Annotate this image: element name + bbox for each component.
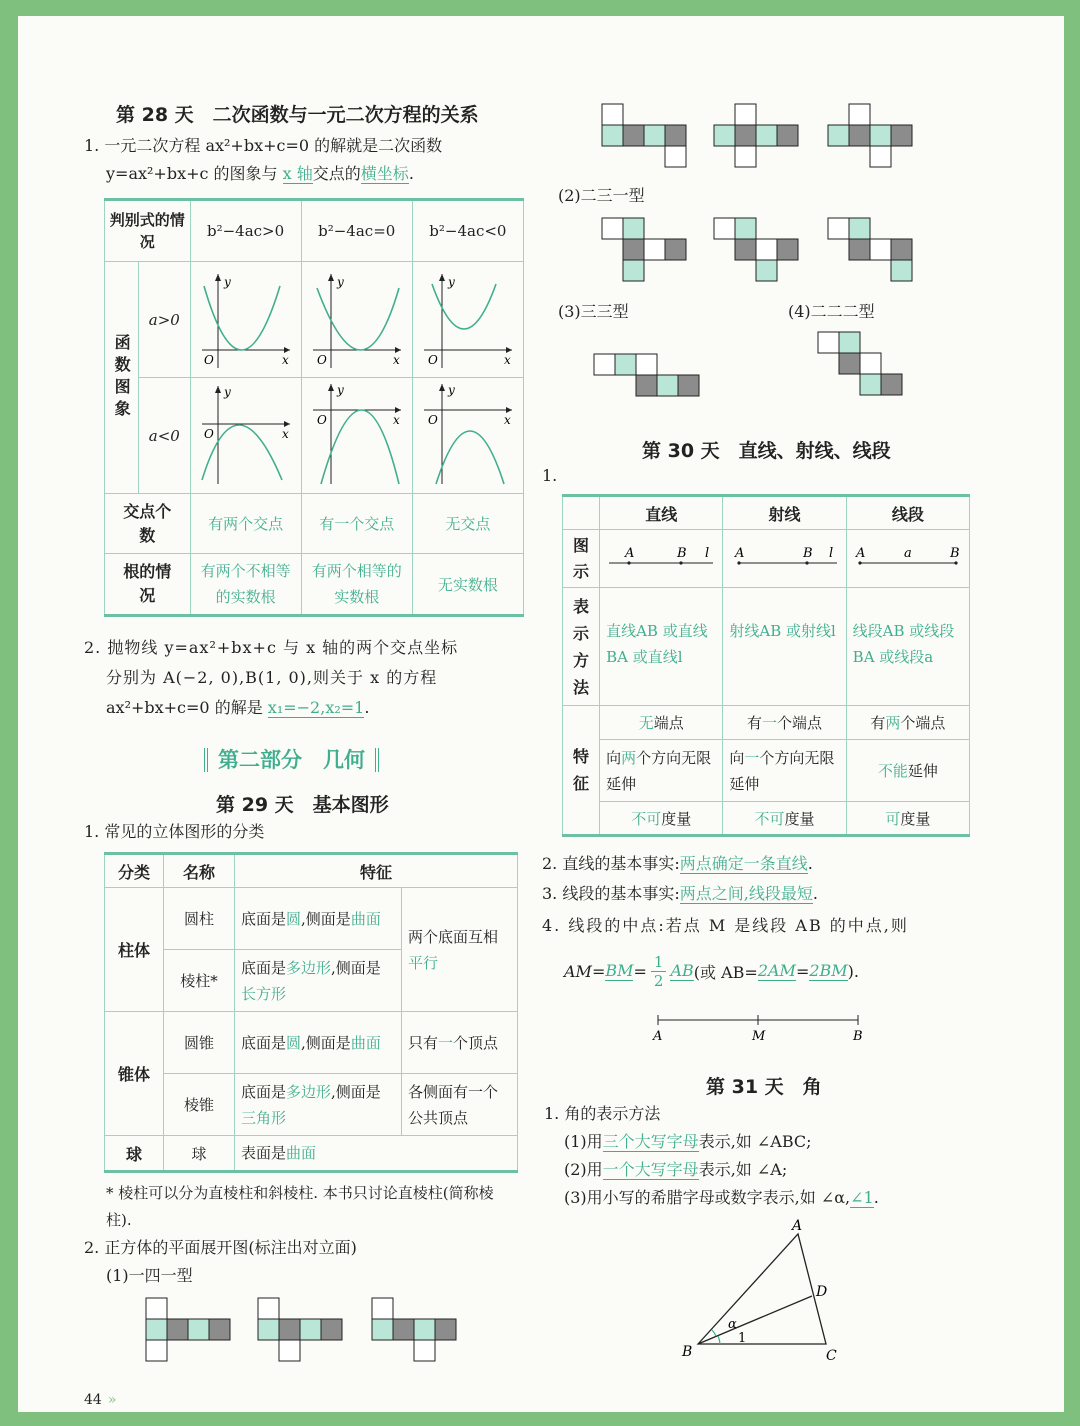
svg-text:y: y [223, 274, 231, 289]
notation-segment: 线段AB 或线段BA 或线段a [846, 588, 969, 706]
svg-text:C: C [826, 1348, 837, 1364]
name-sphere: 球 [164, 1136, 235, 1172]
net-231-a [602, 218, 686, 281]
endpoints-line: 无端点 [600, 706, 723, 740]
day31-title: 第 31 天 角 [706, 1076, 822, 1098]
net-141-d [602, 104, 686, 167]
name-pyramid: 棱锥 [164, 1074, 235, 1136]
feature-prism: 底面是多边形,侧面是长方形 [235, 950, 402, 1012]
day31-m3: (3)用小写的希腊字母或数字表示,如 ∠α,∠1. [564, 1188, 879, 1207]
svg-text:A: A [792, 1218, 803, 1234]
svg-text:y: y [336, 382, 344, 397]
svg-text:A: A [625, 545, 635, 561]
svg-text:x: x [281, 426, 289, 441]
net-141-f [828, 104, 912, 167]
svg-text:x: x [503, 412, 511, 427]
svg-text:x: x [281, 352, 289, 367]
svg-text:y: y [447, 274, 455, 289]
parabola-down-two-roots [196, 380, 296, 488]
ray-figure [729, 537, 841, 577]
row-figure-label: 图示 [563, 530, 600, 588]
feature-cone: 底面是圆,侧面是曲面 [235, 1012, 402, 1074]
parabola-down-no-root [418, 380, 518, 488]
svg-text:B: B [682, 1344, 693, 1360]
extend-line: 向两个方向无限延伸 [600, 740, 723, 802]
parabola-up-one-root [307, 264, 407, 372]
fraction-one-half: $\frac{1}{2}$ [651, 953, 667, 990]
page-number: 44 » [84, 1392, 117, 1408]
day31-m1: (1)用三个大写字母表示,如 ∠ABC; [564, 1132, 812, 1151]
svg-text:l: l [828, 545, 833, 561]
row-points-label: 交点个数 [105, 494, 191, 554]
cube-nets-141 [142, 1296, 462, 1362]
straight-line-figure [605, 537, 717, 577]
svg-text:x: x [392, 412, 400, 427]
svg-text:y: y [223, 384, 231, 399]
class-prism: 柱体 [105, 888, 164, 1012]
graph-pos-eq [301, 262, 412, 378]
graph-neg-gt [190, 378, 301, 494]
part2-heading: 第二部分 几何 [204, 744, 379, 774]
th-class: 分类 [105, 854, 164, 888]
line-ray-segment-table [562, 494, 970, 837]
cube-net-222 [814, 330, 904, 402]
svg-text:M: M [752, 1029, 766, 1044]
prism-common-feature: 两个底面互相平行 [402, 888, 518, 1012]
chevron-right-icon: » [107, 1392, 117, 1408]
type1-label: (1)一四一型 [106, 1266, 193, 1285]
day29-p1: 1. 常见的立体图形的分类 [84, 822, 265, 841]
feature-cylinder: 底面是圆,侧面是曲面 [235, 888, 402, 950]
day30-p3: 3. 线段的基本事实:两点之间,线段最短. [542, 884, 818, 903]
graph-neg-eq [301, 378, 412, 494]
day28-p2-line2: 分别为 A(−2, 0),B(1, 0),则关于 x 的方程 [106, 668, 438, 687]
net-231-c [828, 218, 912, 281]
roots-eq: 有两个相等的实数根 [301, 554, 412, 616]
feature-pyramid: 底面是多边形,侧面是三角形 [235, 1074, 402, 1136]
day30-p1: 1. [542, 466, 558, 485]
solids-table [104, 852, 518, 1173]
graph-pos-lt [412, 262, 523, 378]
row-notation-label: 表示方法 [563, 588, 600, 706]
svg-text:B: B [853, 1029, 863, 1044]
svg-text:α: α [728, 1317, 737, 1332]
svg-text:O: O [427, 352, 438, 367]
endpoints-segment: 有两个端点 [846, 706, 969, 740]
extend-ray: 向一个方向无限延伸 [723, 740, 846, 802]
points-gt: 有两个交点 [190, 494, 301, 554]
class-sphere: 球 [105, 1136, 164, 1172]
parabola-up-two-roots [196, 264, 296, 372]
net-141-c [372, 1298, 456, 1361]
net-141-a [146, 1298, 230, 1361]
th-disc-gt: b²−4ac>0 [190, 200, 301, 262]
blank-abscissa: 横坐标 [360, 164, 409, 183]
day28-p2-line1: 2. 抛物线 y=ax²+bx+c 与 x 轴的两个交点坐标 [84, 638, 459, 657]
th-discriminant: 判别式的情况 [105, 200, 191, 262]
points-eq: 有一个交点 [301, 494, 412, 554]
segment-midpoint-figure [646, 1010, 868, 1044]
th-disc-eq: b²−4ac=0 [301, 200, 412, 262]
graph-neg-lt [412, 378, 523, 494]
row-feature-label: 特征 [563, 706, 600, 836]
midpoint-formula: AM= BM = $\frac{1}{2}$ AB (或 AB= 2AM = 2BM ). [564, 952, 859, 990]
roots-gt: 有两个不相等的实数根 [190, 554, 301, 616]
graph-pos-gt [190, 262, 301, 378]
segment-figure [852, 537, 964, 577]
day31-p1: 1. 角的表示方法 [544, 1104, 661, 1123]
svg-text:A: A [653, 1029, 663, 1044]
fig-seg-cell [846, 530, 969, 588]
svg-text:B: B [949, 545, 960, 561]
measure-ray: 不可度量 [723, 802, 846, 836]
day28-p1-line1: 1. 一元二次方程 ax²+bx+c=0 的解就是二次函数 [84, 136, 443, 155]
day29-p2: 2. 正方体的平面展开图(标注出对立面) [84, 1238, 357, 1257]
th-ray: 射线 [723, 496, 846, 530]
net-141-e [714, 104, 798, 167]
parabola-down-one-root [307, 380, 407, 488]
net-141-b [258, 1298, 342, 1361]
svg-text:x: x [392, 352, 400, 367]
day28-p2-line3: ax²+bx+c=0 的解是 x₁=−2,x₂=1. [106, 698, 370, 717]
svg-text:O: O [316, 352, 327, 367]
feature-sphere: 表面是曲面 [235, 1136, 518, 1172]
measure-line: 不可度量 [600, 802, 723, 836]
svg-text:O: O [203, 426, 214, 441]
quadratic-table [104, 198, 524, 617]
day28-p1-line2: y=ax²+bx+c 的图象与 x 轴交点的横坐标. [106, 164, 414, 183]
endpoints-ray: 有一个端点 [723, 706, 846, 740]
svg-text:x: x [503, 352, 511, 367]
day30-p2: 2. 直线的基本事实:两点确定一条直线. [542, 854, 813, 873]
day31-m2: (2)用一个大写字母表示,如 ∠A; [564, 1160, 788, 1179]
a-negative-label: a<0 [139, 378, 190, 494]
svg-text:B: B [677, 545, 687, 561]
a-positive-label: a>0 [139, 262, 190, 378]
svg-text:O: O [427, 412, 438, 427]
svg-text:y: y [336, 274, 344, 289]
svg-text:D: D [816, 1284, 828, 1300]
fig-ray-cell [723, 530, 846, 588]
cube-nets-231 [598, 216, 918, 282]
svg-text:a: a [903, 545, 912, 561]
day30-p4: 4. 线段的中点:若点 M 是线段 AB 的中点,则 [542, 916, 909, 935]
name-cone: 圆锥 [164, 1012, 235, 1074]
row-graph-label: 函数图象 [105, 262, 139, 494]
roots-lt: 无实数根 [412, 554, 523, 616]
page [18, 16, 1064, 1412]
th-name: 名称 [164, 854, 235, 888]
prism-note: * 棱柱可以分为直棱柱和斜棱柱. 本书只讨论直棱柱(简称棱柱). [106, 1184, 494, 1229]
name-cylinder: 圆柱 [164, 888, 235, 950]
day28-title: 第 28 天 二次函数与一元二次方程的关系 [116, 104, 479, 126]
net-231-b [714, 218, 798, 281]
parabola-up-no-root [418, 264, 518, 372]
class-cone: 锥体 [105, 1012, 164, 1136]
fig-line-cell [600, 530, 723, 588]
type4-label: (4)二二二型 [788, 302, 875, 321]
type2-label: (2)二三一型 [558, 186, 645, 205]
notation-ray: 射线AB 或射线l [723, 588, 846, 706]
type3-label: (3)三三型 [558, 302, 629, 321]
svg-text:l: l [705, 545, 710, 561]
points-lt: 无交点 [412, 494, 523, 554]
svg-text:1: 1 [738, 1331, 747, 1346]
svg-text:A: A [734, 545, 744, 561]
svg-text:y: y [447, 382, 455, 397]
blank-roots: x₁=−2,x₂=1 [267, 698, 365, 717]
row-roots-label: 根的情况 [105, 554, 191, 616]
cube-nets-141-more [598, 102, 918, 168]
cube-net-33 [590, 350, 702, 400]
extend-segment: 不能延伸 [846, 740, 969, 802]
pyramid-common-feature: 各侧面有一个公共顶点 [402, 1074, 518, 1136]
th-feature: 特征 [235, 854, 518, 888]
notation-line: 直线AB 或直线BA 或直线l [600, 588, 723, 706]
blank-x-axis: x 轴 [282, 164, 313, 183]
name-prism: 棱柱* [164, 950, 235, 1012]
th-segment: 线段 [846, 496, 969, 530]
day30-title: 第 30 天 直线、射线、线段 [642, 440, 891, 462]
th-disc-lt: b²−4ac<0 [412, 200, 523, 262]
day29-title: 第 29 天 基本图形 [216, 794, 389, 816]
svg-text:O: O [203, 352, 214, 367]
svg-text:A: A [855, 545, 866, 561]
th-line: 直线 [600, 496, 723, 530]
measure-segment: 可度量 [846, 802, 969, 836]
cone-common-feature: 只有一个顶点 [402, 1012, 518, 1074]
svg-text:B: B [802, 545, 813, 561]
triangle-angle-figure [674, 1216, 854, 1366]
svg-text:O: O [316, 412, 327, 427]
